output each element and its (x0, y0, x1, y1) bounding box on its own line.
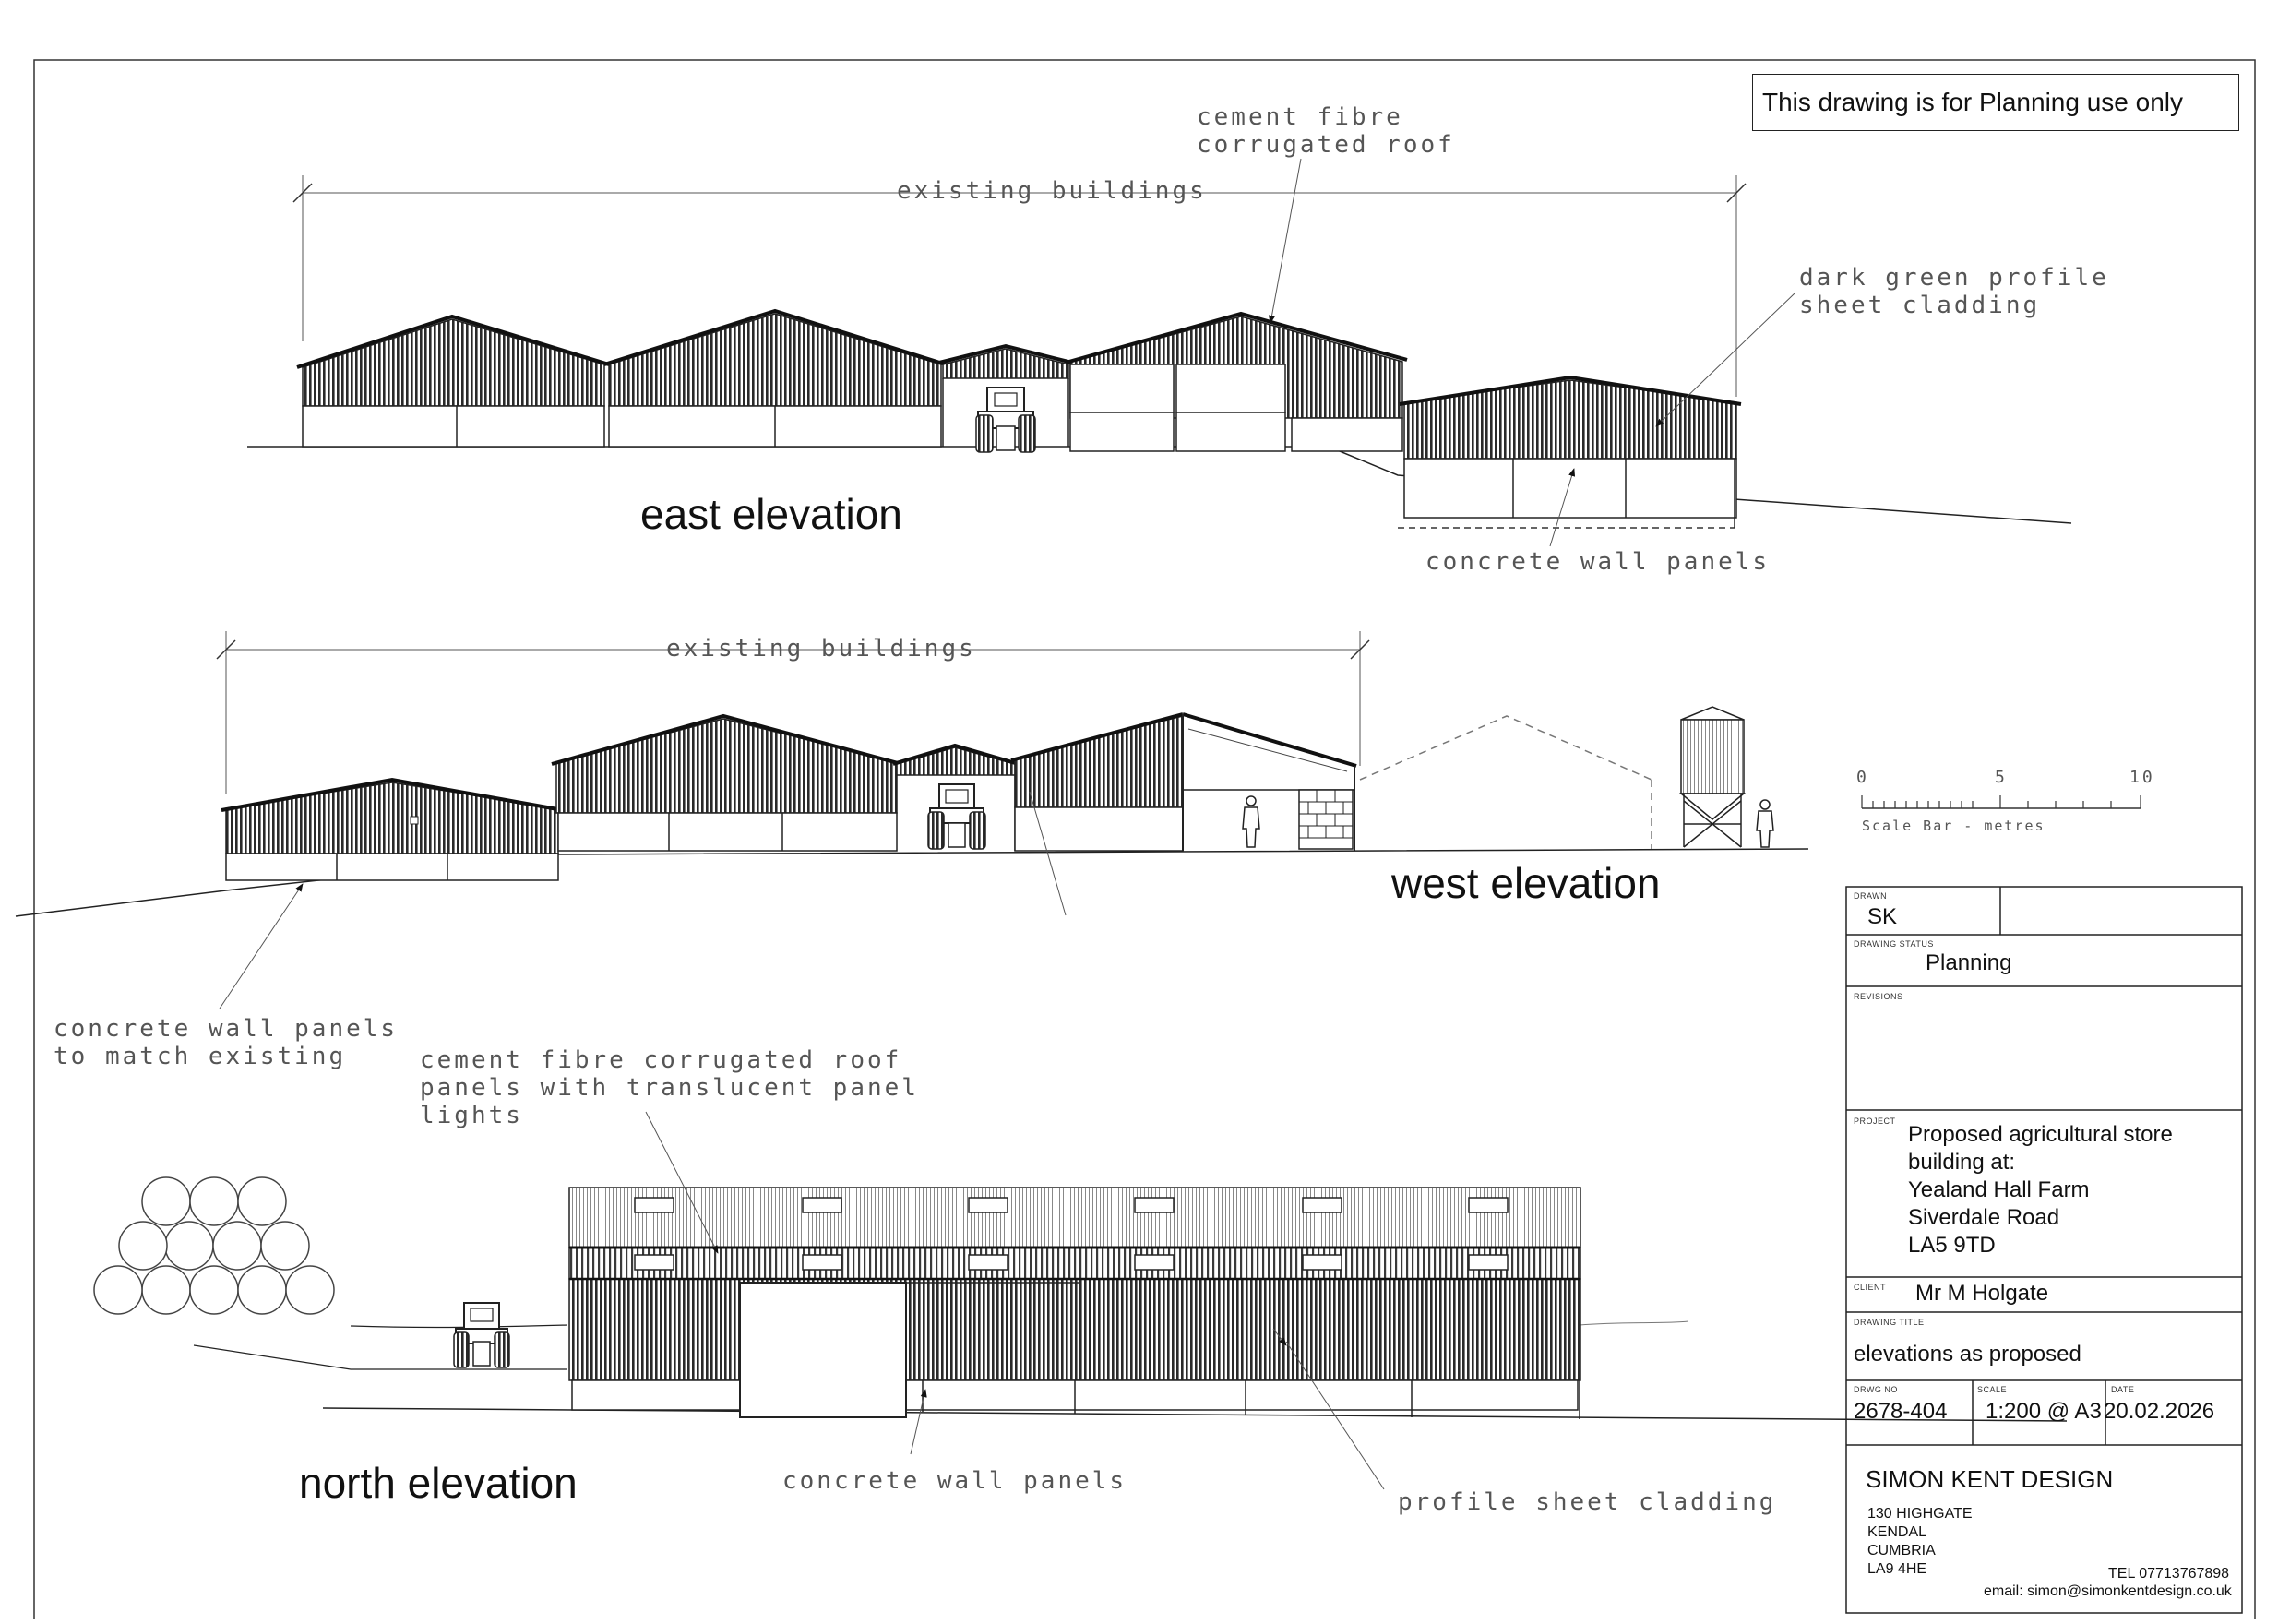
tb-address-line-1: 130 HIGHGATE (1867, 1506, 1973, 1522)
tb-title-value: elevations as proposed (1854, 1342, 2081, 1367)
scale-bar-tick-0: 0 (1856, 768, 1869, 787)
west-dashed-outline (1360, 716, 1652, 780)
east-cladding-note-line1: dark green profile (1799, 264, 2109, 292)
tb-revisions-label: REVISIONS (1854, 992, 1903, 1001)
north-ground-slope-lower (194, 1345, 567, 1369)
title-block-grid (1846, 887, 2242, 1613)
tb-client-label: CLIENT (1854, 1283, 1887, 1292)
west-open-section-roof (1183, 714, 1356, 766)
east-tractor (976, 388, 1035, 452)
east-proposed-panels (1404, 459, 1736, 518)
west-tractor (928, 784, 985, 849)
tb-email: email: simon@simonkentdesign.co.uk (1984, 1583, 2232, 1599)
east-concrete-note: concrete wall panels (1425, 548, 1771, 576)
tb-status-value: Planning (1926, 950, 2012, 975)
planning-notice-box (1752, 74, 2239, 131)
scale-bar-tick-10: 10 (2129, 768, 2155, 787)
tb-project-label: PROJECT (1854, 1116, 1896, 1126)
west-elevation-drawing (16, 631, 1808, 1009)
north-wall-cladding (569, 1279, 1580, 1380)
tb-drwg-no-value: 2678-404 (1854, 1399, 1948, 1424)
tb-project-line-3: Yealand Hall Farm (1908, 1177, 2090, 1202)
north-ground-slope-upper (351, 1325, 567, 1328)
east-roof-note-line2: corrugated roof (1197, 131, 1455, 159)
west-building-b-panels (558, 813, 897, 851)
north-concrete-note: concrete wall panels (782, 1467, 1127, 1495)
north-tractor (454, 1303, 509, 1367)
east-building-4-door-4 (1176, 412, 1285, 451)
west-building-a-cladding (226, 782, 558, 854)
west-building-a-window (411, 817, 418, 824)
east-building-1-panels (303, 406, 604, 447)
north-sliding-door (740, 1283, 906, 1417)
east-building-4-side (1292, 418, 1402, 451)
east-building-4-door-2 (1176, 364, 1285, 412)
west-building-d-cladding (1015, 716, 1183, 807)
scale-bar-caption: Scale Bar - metres (1862, 818, 2045, 834)
east-cladding-note-line2: sheet cladding (1799, 292, 2041, 319)
tb-address-line-4: LA9 4HE (1867, 1561, 1927, 1577)
north-cladding-note: profile sheet cladding (1398, 1488, 1777, 1516)
tb-project-line-5: LA5 9TD (1908, 1233, 1996, 1258)
east-elevation-title: east elevation (640, 490, 902, 538)
tb-date-label: DATE (2111, 1385, 2135, 1394)
tb-project-line-2: building at: (1908, 1150, 2016, 1175)
west-concrete-leader (220, 884, 303, 1009)
west-building-b-cladding (556, 719, 897, 813)
tb-drawn-label: DRAWN (1854, 891, 1888, 901)
north-elevation-title: north elevation (299, 1459, 578, 1507)
west-building-c-cladding (897, 747, 1015, 775)
west-person-figure (1243, 796, 1259, 847)
west-blockwork (1299, 790, 1353, 849)
west-concrete-note-line1: concrete wall panels (54, 1015, 399, 1043)
east-building-3-cladding (943, 349, 1068, 378)
east-elevation-drawing (247, 159, 2071, 546)
scale-bar-tick-5: 5 (1995, 768, 2008, 787)
north-eaves-band (569, 1248, 1580, 1279)
tb-client-value: Mr M Holgate (1915, 1281, 2049, 1306)
tb-telephone: TEL 07713767898 (2108, 1566, 2230, 1582)
north-ground-right (1580, 1321, 1688, 1325)
west-concrete-note-line2: to match existing (54, 1043, 347, 1070)
north-roof-note-line1: cement fibre corrugated roof (420, 1046, 902, 1074)
scale-bar (1862, 795, 2141, 808)
north-round-bales (94, 1177, 334, 1314)
tb-project-line-1: Proposed agricultural store (1908, 1122, 2173, 1147)
planning-notice-text: This drawing is for Planning use only (1762, 88, 2184, 116)
tb-title-label: DRAWING TITLE (1854, 1318, 1925, 1327)
west-silo (1681, 707, 1744, 847)
tb-status-label: DRAWING STATUS (1854, 939, 1934, 949)
tb-address-line-2: KENDAL (1867, 1524, 1927, 1540)
north-roof-note-line2: panels with translucent panel (420, 1074, 919, 1102)
tb-date-value: 20.02.2026 (2104, 1399, 2215, 1424)
west-elevation-title: west elevation (1391, 859, 1661, 907)
west-silo-person-figure (1757, 800, 1773, 847)
north-elevation-drawing (94, 1112, 2067, 1489)
east-building-1-cladding (303, 319, 604, 406)
west-open-section-truss (1188, 729, 1347, 771)
west-existing-buildings-label: existing buildings (666, 635, 976, 663)
west-building-a-panels (226, 854, 558, 880)
north-roof-slope (569, 1188, 1580, 1248)
north-roof-note-line3: lights (420, 1102, 523, 1129)
east-building-4-door-1 (1070, 364, 1174, 412)
east-roof-note-line1: cement fibre (1197, 103, 1403, 131)
tb-project-line-4: Siverdale Road (1908, 1205, 2060, 1230)
tb-drwg-no-label: DRWG NO (1854, 1385, 1898, 1394)
tb-address-line-3: CUMBRIA (1867, 1543, 1936, 1558)
tb-scale-label: SCALE (1977, 1385, 2008, 1394)
east-proposed-cladding (1404, 380, 1736, 459)
east-existing-buildings-label: existing buildings (897, 177, 1207, 205)
tb-scale-value: 1:200 @ A3 (1986, 1399, 2102, 1424)
east-building-2-cladding (609, 314, 941, 406)
east-roof-leader (1270, 159, 1301, 323)
tb-drawn-value: SK (1867, 904, 1898, 929)
east-building-4-door-3 (1070, 412, 1174, 451)
east-ground-line (247, 447, 2071, 523)
tb-company-name: SIMON KENT DESIGN (1866, 1465, 2114, 1493)
